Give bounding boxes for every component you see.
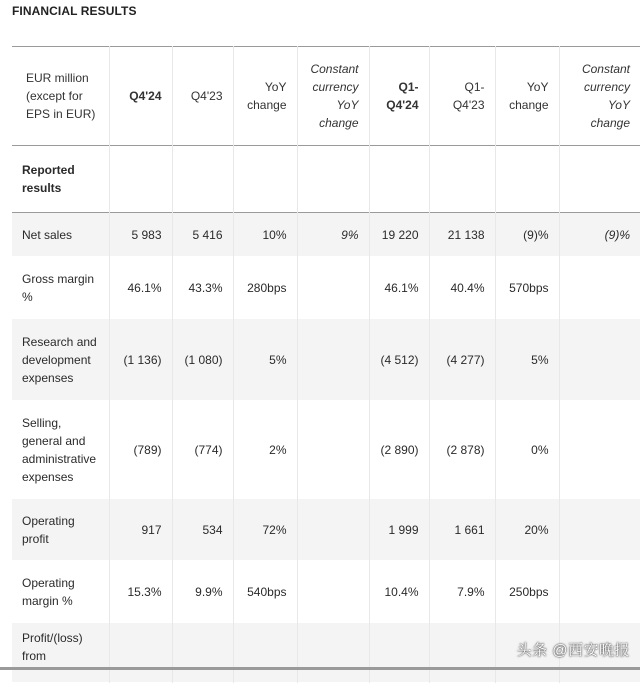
cell-cc-yoy	[297, 561, 369, 623]
cell-ytd-23: 21 138	[429, 213, 495, 257]
cell-ytd-yoy: 570bps	[495, 257, 559, 319]
cell-yoy: 10%	[233, 213, 297, 257]
cell-ytd-24: 46.1%	[369, 257, 429, 319]
header-ytd-23: Q1-Q4'23	[429, 47, 495, 146]
table-row	[12, 499, 640, 561]
cell-ytd-cc-yoy	[559, 499, 640, 561]
cell-q4-23: (774)	[172, 401, 233, 499]
table-row	[12, 319, 640, 401]
header-cc-yoy: Constant currency YoY change	[297, 47, 369, 146]
cell-q4-24: 15.3%	[109, 561, 172, 623]
cell-ytd-yoy: 20%	[495, 499, 559, 561]
cell-ytd-cc-yoy	[559, 257, 640, 319]
row-label: Operating profit	[12, 499, 109, 561]
page-title: FINANCIAL RESULTS	[12, 4, 137, 18]
cell-ytd-24: 10.4%	[369, 561, 429, 623]
cell-q4-23: 5 416	[172, 213, 233, 257]
cell-yoy	[233, 623, 297, 683]
cell-q4-24: (789)	[109, 401, 172, 499]
financial-results-table	[12, 46, 640, 683]
header-ytd-24: Q1-Q4'24	[369, 47, 429, 146]
row-label: Profit/(loss) from	[12, 623, 109, 683]
cell-yoy: 280bps	[233, 257, 297, 319]
row-label: Gross margin %	[12, 257, 109, 319]
cell-ytd-23: (2 878)	[429, 401, 495, 499]
cell-ytd-23: 1 661	[429, 499, 495, 561]
row-label: Selling, general and administrative expenses	[12, 401, 109, 499]
cell-q4-23: 534	[172, 499, 233, 561]
cell-ytd-24: 1 999	[369, 499, 429, 561]
cell-q4-23: 43.3%	[172, 257, 233, 319]
cell-q4-24	[109, 623, 172, 683]
cell-ytd-cc-yoy	[559, 319, 640, 401]
section-label: Reported results	[12, 146, 109, 213]
header-ytd-yoy: YoY change	[495, 47, 559, 146]
table-row	[12, 401, 640, 499]
cell-yoy: 2%	[233, 401, 297, 499]
cell-q4-23: (1 080)	[172, 319, 233, 401]
header-row	[12, 47, 640, 146]
cell-cc-yoy	[297, 319, 369, 401]
cell-ytd-yoy: 250bps	[495, 561, 559, 623]
cell-ytd-23	[429, 623, 495, 683]
cell-ytd-24: (2 890)	[369, 401, 429, 499]
row-label: Net sales	[12, 213, 109, 257]
cell-ytd-yoy: (9)%	[495, 213, 559, 257]
cell-cc-yoy	[297, 257, 369, 319]
table-row	[12, 257, 640, 319]
header-label: EUR million (except for EPS in EUR)	[12, 47, 109, 146]
cell-ytd-yoy: 0%	[495, 401, 559, 499]
cell-yoy: 5%	[233, 319, 297, 401]
watermark: 头条 @西安晚报	[516, 642, 630, 659]
cell-cc-yoy	[297, 499, 369, 561]
cell-ytd-24	[369, 623, 429, 683]
cell-q4-24: 46.1%	[109, 257, 172, 319]
cell-yoy: 540bps	[233, 561, 297, 623]
cell-ytd-23: 7.9%	[429, 561, 495, 623]
section-row-reported	[12, 146, 640, 213]
header-q4-23: Q4'23	[172, 47, 233, 146]
cell-cc-yoy	[297, 401, 369, 499]
cell-yoy: 72%	[233, 499, 297, 561]
cell-q4-23: 9.9%	[172, 561, 233, 623]
cell-ytd-yoy: 5%	[495, 319, 559, 401]
cell-ytd-cc-yoy	[559, 401, 640, 499]
cell-ytd-24: (4 512)	[369, 319, 429, 401]
row-label: Operating margin %	[12, 561, 109, 623]
cell-q4-24: 917	[109, 499, 172, 561]
cell-q4-24: 5 983	[109, 213, 172, 257]
header-yoy: YoY change	[233, 47, 297, 146]
cell-ytd-cc-yoy: (9)%	[604, 227, 630, 242]
header-q4-24: Q4'24	[109, 47, 172, 146]
cell-ytd-23: 40.4%	[429, 257, 495, 319]
cell-q4-24: (1 136)	[109, 319, 172, 401]
cell-ytd-cc-yoy	[559, 561, 640, 623]
cell-cc-yoy	[297, 623, 369, 683]
cell-ytd-24: 19 220	[369, 213, 429, 257]
cell-q4-23	[172, 623, 233, 683]
cell-cc-yoy: 9%	[297, 213, 369, 257]
table-row	[12, 561, 640, 623]
table-row	[12, 213, 640, 257]
header-ytd-cc-yoy: Constant currency YoY change	[581, 62, 630, 130]
row-label: Research and development expenses	[12, 319, 109, 401]
cell-ytd-23: (4 277)	[429, 319, 495, 401]
